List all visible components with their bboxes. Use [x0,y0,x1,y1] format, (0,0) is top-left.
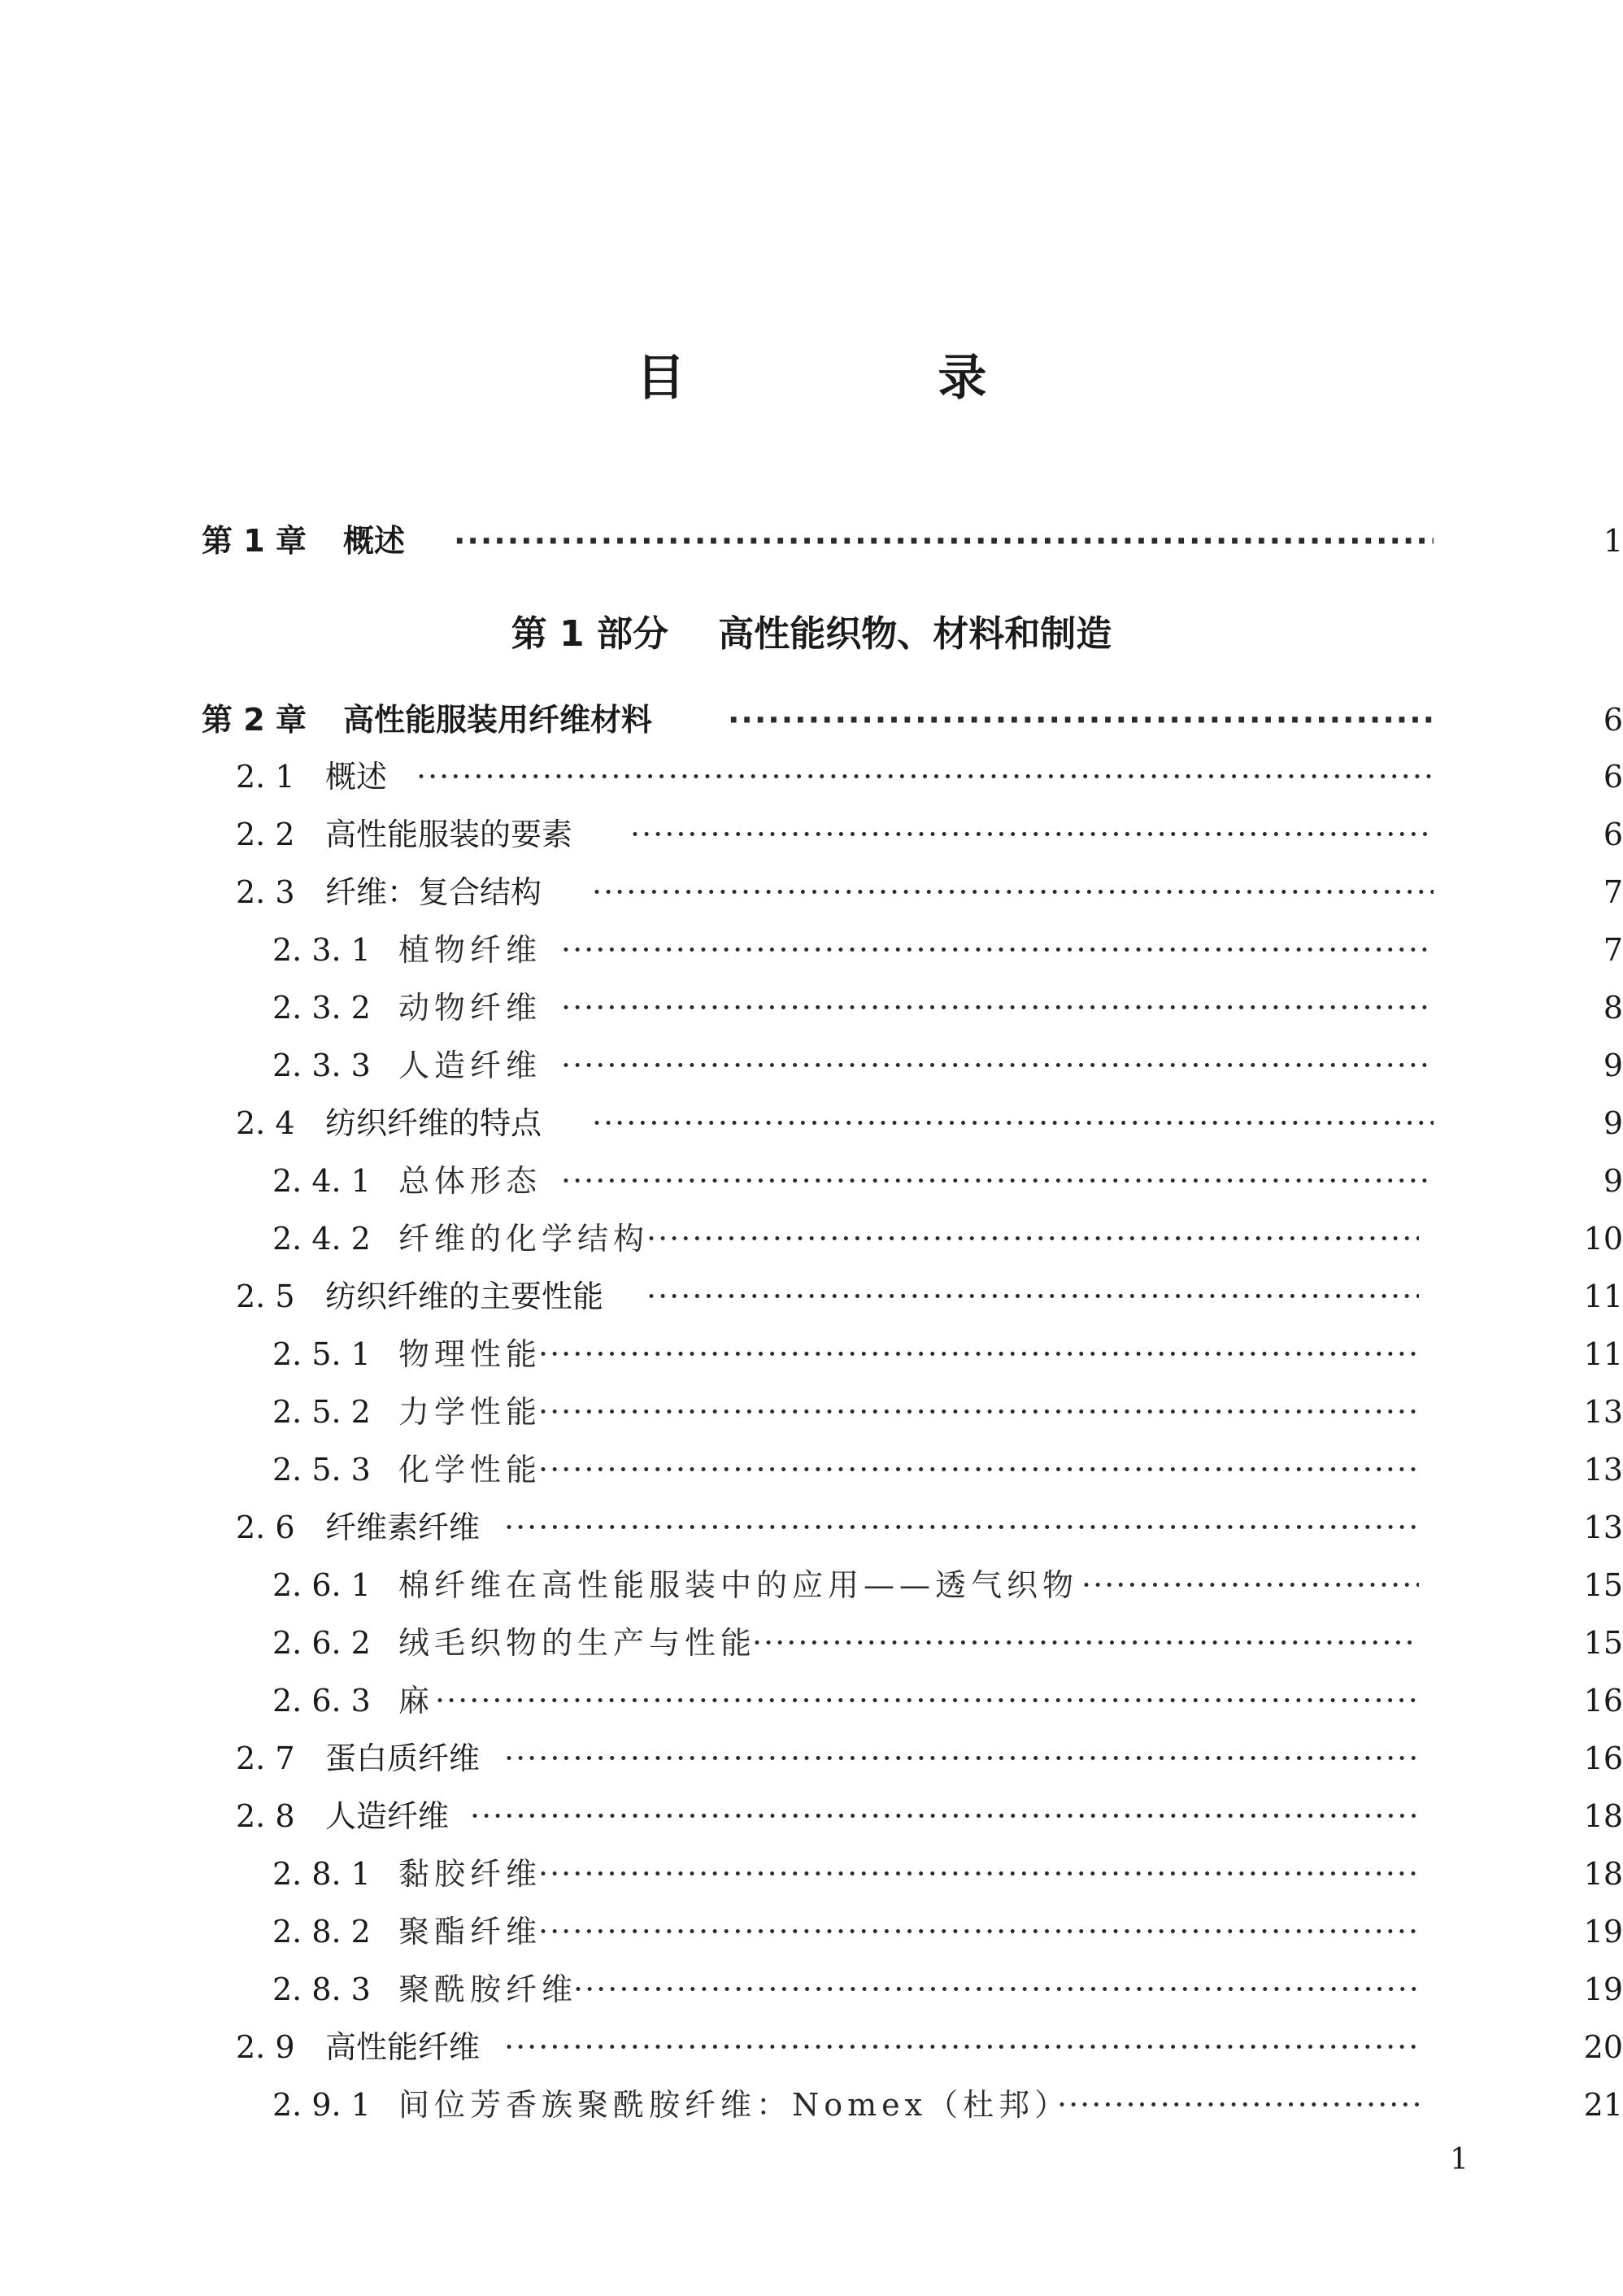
toc-title: 纺织纤维的特点 [325,1105,542,1141]
toc-entry[interactable] [0,1672,1623,1729]
toc-title: 绒毛织物的生产与性能 [398,1625,757,1661]
toc-number: 2. 5. 2 [272,1394,371,1430]
toc-entry[interactable] [0,1152,1623,1209]
toc-number: 2. 3 [236,874,295,910]
page-number: 1 [1450,2143,1469,2176]
toc-title: 概述 [343,523,406,559]
toc-title: 动物纤维 [398,990,542,1026]
toc-number: 2. 5 [236,1279,295,1314]
toc-page-number: 7 [1603,874,1623,910]
toc-page-number: 16 [1583,1683,1623,1719]
toc-page-number: 15 [1583,1625,1623,1661]
toc-number: 第 2 章 [202,702,307,738]
toc-title: 纤维：复合结构 [325,874,542,910]
toc-page-number: 7 [1603,932,1623,968]
toc-page-number: 11 [1583,1279,1623,1314]
page-title: 目 录 [636,350,1105,407]
toc-number: 2. 4. 1 [272,1163,371,1199]
toc-entry[interactable] [0,1730,1623,1787]
toc-number: 第 1 章 [202,523,307,559]
toc-title: 间位芳香族聚酰胺纤维：Nomex（杜邦） [398,2087,1071,2123]
toc-page-number: 11 [1583,1336,1623,1372]
toc-number: 2. 9. 1 [272,2087,371,2123]
toc-title: 力学性能 [398,1394,542,1430]
toc-title: 黏胶纤维 [398,1856,542,1892]
toc-entry[interactable] [0,1383,1623,1440]
toc-number: 2. 6. 3 [272,1683,371,1719]
toc-entry[interactable] [0,1614,1623,1671]
toc-entry[interactable] [0,748,1623,805]
toc-page-number: 6 [1603,817,1623,852]
toc-entry[interactable] [0,806,1623,863]
toc-number: 2. 9 [236,2029,295,2065]
toc-number: 2. 3. 3 [272,1048,371,1083]
toc-title: 植物纤维 [398,932,542,968]
toc-title: 高性能纤维 [325,2029,481,2065]
toc-number: 2. 8. 1 [272,1856,371,1892]
toc-number: 2. 4. 2 [272,1221,371,1257]
toc-page-number: 9 [1603,1105,1623,1141]
toc-page-number: 16 [1583,1741,1623,1776]
toc-entry[interactable] [0,979,1623,1036]
toc-page-number: 9 [1603,1048,1623,1083]
toc-page-number: 20 [1583,2029,1623,2065]
toc-title: 聚酰胺纤维 [398,1971,578,2007]
toc-number: 2. 2 [236,817,295,852]
toc-number: 2. 1 [236,759,295,795]
toc-title: 概述 [325,759,388,795]
toc-page-number: 19 [1583,1971,1623,2007]
toc-number: 2. 4 [236,1105,295,1141]
toc-page-number: 1 [1603,523,1623,559]
toc-title: 蛋白质纤维 [325,1741,481,1776]
toc-number: 2. 6. 2 [272,1625,371,1661]
part-title: 第 1 部分 高性能织物、材料和制造 [511,613,1112,655]
toc-page-number: 19 [1583,1914,1623,1950]
toc-entry[interactable] [0,864,1623,921]
toc-entry[interactable] [0,1557,1623,1614]
toc-chapter-2[interactable] [0,691,1623,748]
toc-title: 人造纤维 [325,1798,450,1834]
toc-entry[interactable] [0,1499,1623,1556]
toc-entry[interactable] [0,1326,1623,1383]
toc-page-number: 18 [1583,1798,1623,1834]
toc-title: 高性能服装的要素 [325,817,573,852]
toc-page-number: 13 [1583,1452,1623,1488]
toc-page-number: 21 [1583,2087,1623,2123]
toc-page-number: 18 [1583,1856,1623,1892]
toc-entry[interactable] [0,1095,1623,1152]
toc-page-number: 6 [1603,702,1623,738]
toc-number: 2. 6 [236,1510,295,1545]
toc-entry[interactable] [0,1441,1623,1498]
toc-number: 2. 8. 3 [272,1971,371,2007]
toc-number: 2. 3. 2 [272,990,371,1026]
toc-page-number: 8 [1603,990,1623,1026]
toc-title: 纤维的化学结构 [398,1221,650,1257]
toc-number: 2. 7 [236,1741,295,1776]
toc-title: 人造纤维 [398,1048,542,1083]
toc-page-number: 13 [1583,1510,1623,1545]
toc-page-number: 9 [1603,1163,1623,1199]
toc-entry[interactable] [0,1788,1623,1845]
toc-entry[interactable] [0,1210,1623,1267]
toc-page-number: 15 [1583,1567,1623,1603]
toc-number: 2. 8. 2 [272,1914,371,1950]
toc-page-number: 10 [1583,1221,1623,1257]
toc-title: 纺织纤维的主要性能 [325,1279,604,1314]
toc-title: 麻 [398,1683,435,1719]
toc-chapter-1[interactable] [0,512,1623,569]
toc-entry[interactable] [0,1037,1623,1094]
toc-title: 高性能服装用纤维材料 [343,702,653,738]
toc-entry[interactable] [0,1845,1623,1902]
toc-page-number: 6 [1603,759,1623,795]
toc-number: 2. 3. 1 [272,932,371,968]
toc-title: 纤维素纤维 [325,1510,481,1545]
toc-title: 总体形态 [398,1163,542,1199]
toc-number: 2. 5. 3 [272,1452,371,1488]
toc-number: 2. 6. 1 [272,1567,371,1603]
toc-title: 物理性能 [398,1336,542,1372]
toc-title: 棉纤维在高性能服装中的应用——透气织物 [398,1567,1079,1603]
toc-number: 2. 5. 1 [272,1336,371,1372]
toc-title: 聚酯纤维 [398,1914,542,1950]
toc-entry[interactable] [0,1961,1623,2018]
toc-entry[interactable] [0,2076,1623,2133]
toc-entry[interactable] [0,1903,1623,1960]
toc-title: 化学性能 [398,1452,542,1488]
toc-entry[interactable] [0,2019,1623,2076]
toc-page-number: 13 [1583,1394,1623,1430]
toc-entry[interactable] [0,1268,1623,1325]
toc-number: 2. 8 [236,1798,295,1834]
toc-entry[interactable] [0,921,1623,978]
